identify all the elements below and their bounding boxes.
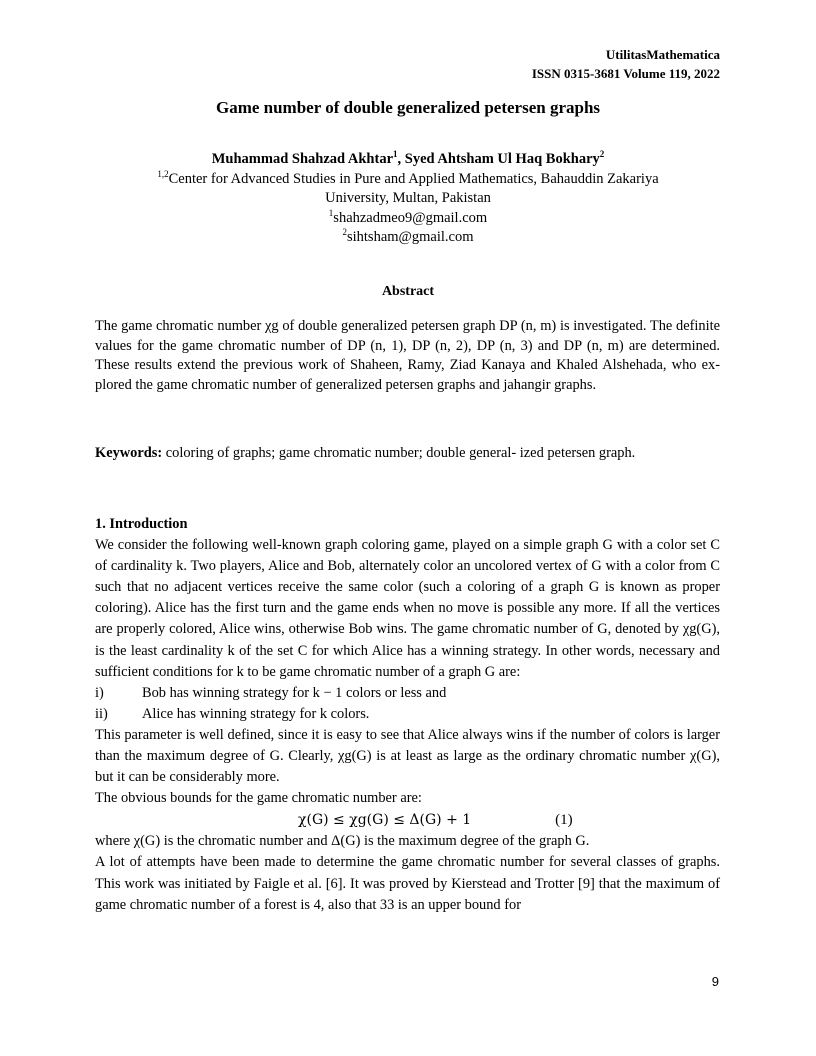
email-1-sup: 1 xyxy=(328,207,334,218)
keywords-text: coloring of graphs; game chromatic number; double general- ized petersen graph. xyxy=(162,445,636,461)
condition-text: Alice has winning strategy for k colors. xyxy=(142,705,370,722)
condition-item xyxy=(95,683,720,704)
intro-paragraph-5: A lot of attempts have been made to determine the game chromatic number for several classes of graphs. This work was initiated by Faigle et al. [6]. It was proved by Kierstead and Trotter [9] that the maximum of game chromatic number of a forest is 4, also that 33 is an upper bound for xyxy=(95,854,720,913)
affiliation-sup: 1,2 xyxy=(157,168,169,179)
author-names xyxy=(96,150,720,170)
page-number: 9 xyxy=(711,974,719,989)
author-separator: , xyxy=(397,151,405,167)
author-1-sup: 1 xyxy=(393,149,398,160)
author-2: Syed Ahtsham Ul Haq Bokhary xyxy=(404,151,600,167)
condition-text: Bob has winning strategy for k − 1 colors or less and xyxy=(142,684,447,701)
abstract-heading: Abstract xyxy=(381,284,435,299)
email-1-line xyxy=(96,209,720,229)
email-2-line xyxy=(96,228,720,248)
equation-1 xyxy=(95,809,720,831)
affiliation-line-1 xyxy=(96,170,720,190)
keywords xyxy=(95,444,720,464)
author-block xyxy=(96,150,720,248)
condition-item xyxy=(95,704,720,725)
journal-header xyxy=(532,45,720,83)
intro-paragraph-1: We consider the following well-known graph coloring game, played on a simple graph G with a color set C of cardinality k. Two players, Alice and Bob, alternately color an uncolored vertex of G with a color from C such that no adjacent vertices receive the same color (such a coloring of a graph G is known as proper coloring). Alice has the first turn and the game ends when no move is possible any more. If all the vertices are properly colored, Alice wins, otherwise Bob wins. The game chromatic number of G, denoted by χg(G), is the least cardinality k of the set C for which Alice has a winning strategy. In other words, necessary and sufficient conditions for k to be game chromatic number of a graph G are: xyxy=(95,537,720,680)
abstract-text: The game chromatic number χg of double generalized petersen graph DP (n, m) is investigated. The definite values for the game chromatic number of DP (n, 1), DP (n, 2), DP (n, 3) and DP (n, m) are determined. These results extend the previous work of Shaheen, Ramy, Ziad Kanaya and Khaled Alshehada, who ex- plored the game chromatic number of generalized petersen graphs and jahangir graphs. xyxy=(95,318,720,393)
paper-title: Game number of double generalized petersen graphs xyxy=(215,98,601,117)
condition-number: ii) xyxy=(95,705,108,722)
equation-number: (1) xyxy=(555,812,573,829)
intro-paragraph-2: This parameter is well defined, since it is easy to see that Alice always wins if the number of colors is larger than the maximum degree of G. Clearly, χg(G) is at least as large as the ordinary chromatic number χ(G), but it can be considerably more. xyxy=(95,726,720,786)
keywords-label: Keywords: xyxy=(95,445,163,461)
introduction-section xyxy=(95,514,720,916)
affiliation-line-2: University, Multan, Pakistan xyxy=(325,190,491,206)
journal-issn: ISSN 0315-3681 Volume 119, 2022 xyxy=(531,66,720,81)
author-2-sup: 2 xyxy=(599,149,605,160)
condition-number: i) xyxy=(95,684,104,701)
journal-name: UtilitasMathematica xyxy=(605,47,720,62)
intro-paragraph-4: where χ(G) is the chromatic number and Δ(G) is the maximum degree of the graph G. xyxy=(95,833,590,850)
author-1: Muhammad Shahzad Akhtar xyxy=(211,151,394,167)
email-2-sup: 2 xyxy=(342,227,347,238)
affiliation-text-1: Center for Advanced Studies in Pure and Applied Mathematics, Bahauddin Zakariya xyxy=(168,170,659,187)
email-2: sihtsham@gmail.com xyxy=(346,229,474,245)
email-1: shahzadmeo9@gmail.com xyxy=(333,209,488,226)
intro-paragraph-3: The obvious bounds for the game chromatic number are: xyxy=(95,790,422,807)
introduction-heading: 1. Introduction xyxy=(95,516,188,532)
equation-expression: χ(G) ≤ χg(G) ≤ Δ(G) + 1 xyxy=(298,812,472,829)
